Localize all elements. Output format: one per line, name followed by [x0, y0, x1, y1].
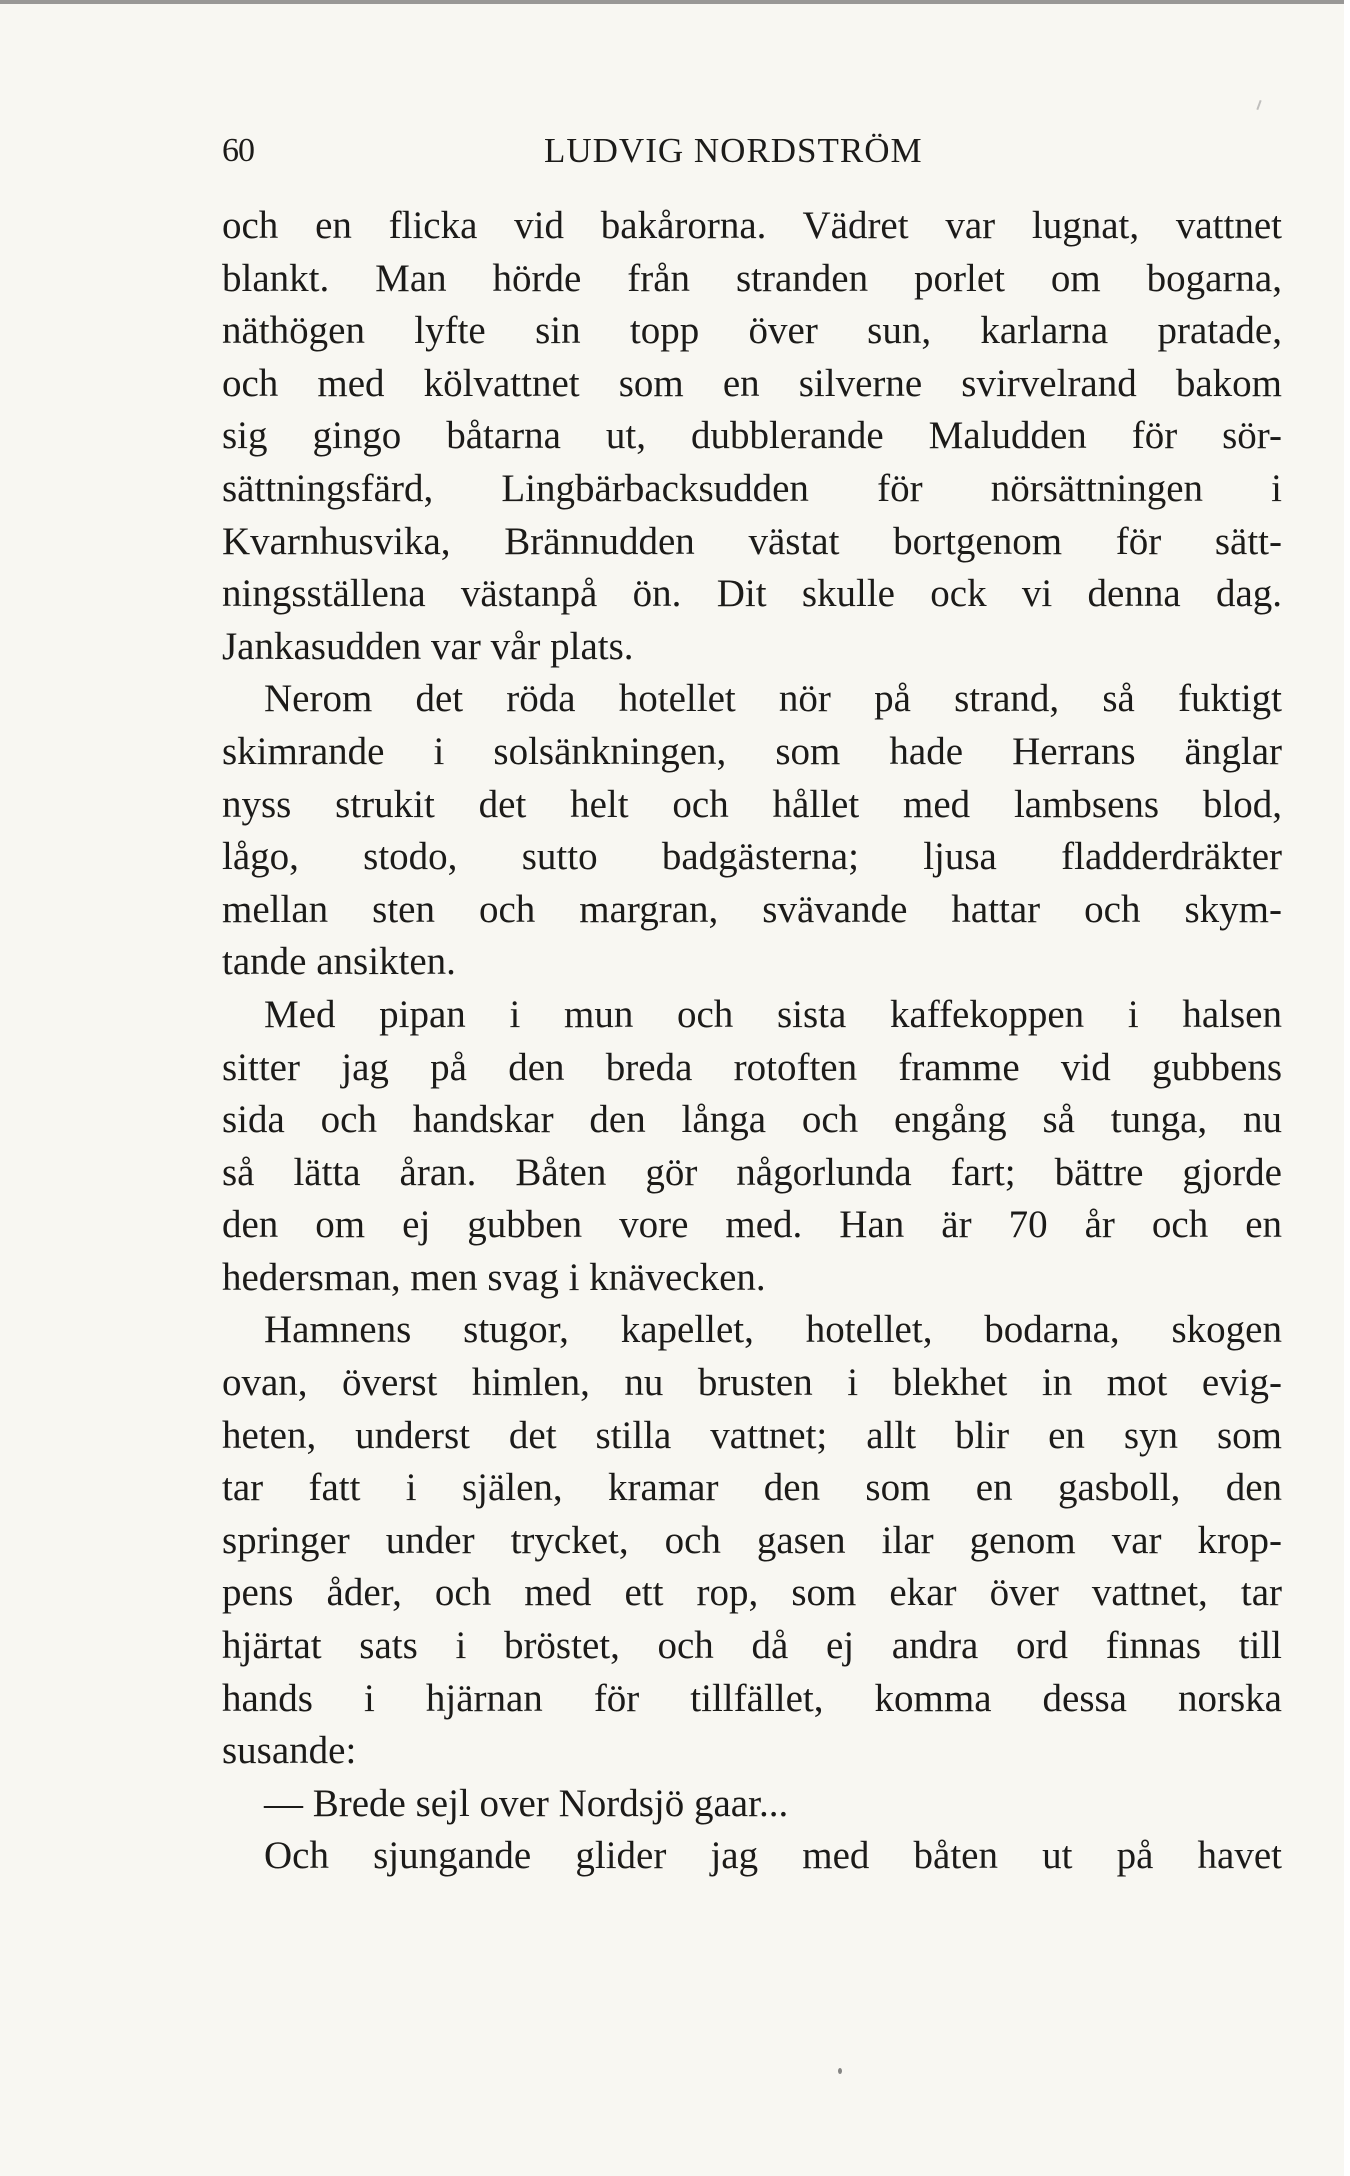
- text-line: Och sjungande glider jag med båten ut på havet: [264, 1834, 1282, 1878]
- body-text: [222, 200, 1282, 1883]
- text-line: så lätta åran. Båten gör någorlunda fart; bättre gjorde: [222, 1150, 1282, 1194]
- text-line: den om ej gubben vore med. Han är 70 år och en: [222, 1203, 1282, 1247]
- page-header: [222, 126, 1282, 176]
- text-line: lågo, stodo, sutto badgästerna; ljusa fladderdräkter: [222, 835, 1282, 879]
- text-line: Med pipan i mun och sista kaffekoppen i halsen: [264, 992, 1282, 1036]
- text-line: springer under trycket, och gasen ilar genom var krop-: [222, 1518, 1282, 1562]
- text-line: sitter jag på den breda rotoften framme vid gubbens: [222, 1045, 1282, 1089]
- text-line: — Brede sejl over Nordsjö gaar...: [264, 1781, 789, 1825]
- text-line: tar fatt i själen, kramar den som en gasboll, den: [222, 1466, 1282, 1510]
- text-line: hjärtat sats i bröstet, och då ej andra ord finnas till: [222, 1624, 1282, 1668]
- text-line: hedersman, men svag i knävecken.: [222, 1255, 766, 1299]
- text-line: sig gingo båtarna ut, dubblerande Maludden för sör-: [222, 414, 1282, 458]
- running-head: LUDVIG NORDSTRÖM: [544, 131, 923, 170]
- text-line: och en flicka vid bakårorna. Vädret var lugnat, vattnet: [222, 204, 1282, 247]
- text-line: ningsställena västanpå ön. Dit skulle ock vi denna dag.: [222, 572, 1282, 616]
- text-line: näthögen lyfte sin topp över sun, karlarna pratade,: [222, 309, 1282, 353]
- text-line: nyss strukit det helt och hållet med lambsens blod,: [222, 782, 1282, 826]
- scan-right-edge: [1344, 0, 1350, 2176]
- text-line: sida och handskar den långa och engång så tunga, nu: [222, 1098, 1282, 1142]
- text-line: tande ansikten.: [222, 940, 456, 984]
- text-line: sättningsfärd, Lingbärbacksudden för nörsättningen i: [222, 466, 1282, 510]
- text-line: ovan, överst himlen, nu brusten i blekhet in mot evig-: [222, 1361, 1282, 1405]
- text-line: susande:: [222, 1729, 357, 1773]
- paper-mark: [1256, 100, 1261, 110]
- scan-top-edge: [0, 0, 1350, 4]
- text-line: Jankasudden var vår plats.: [222, 624, 634, 668]
- text-line: Kvarnhusvika, Brännudden västat bortgenom för sätt-: [222, 519, 1282, 563]
- text-line: skimrande i solsänkningen, som hade Herrans änglar: [222, 729, 1282, 773]
- page-number: 60: [222, 132, 254, 169]
- text-line: hands i hjärnan för tillfället, komma dessa norska: [222, 1676, 1282, 1720]
- text-line: pens åder, och med ett rop, som ekar över vattnet, tar: [222, 1571, 1282, 1615]
- text-line: mellan sten och margran, svävande hattar och skym-: [222, 887, 1282, 931]
- text-line: heten, underst det stilla vattnet; allt blir en syn som: [222, 1413, 1282, 1457]
- paper-speck: [838, 2068, 842, 2074]
- text-line: Hamnens stugor, kapellet, hotellet, bodarna, skogen: [264, 1308, 1282, 1352]
- text-line: Nerom det röda hotellet nör på strand, så fuktigt: [264, 677, 1282, 721]
- text-line: blankt. Man hörde från stranden porlet om bogarna,: [222, 256, 1282, 300]
- text-line: och med kölvattnet som en silverne svirvelrand bakom: [222, 361, 1282, 405]
